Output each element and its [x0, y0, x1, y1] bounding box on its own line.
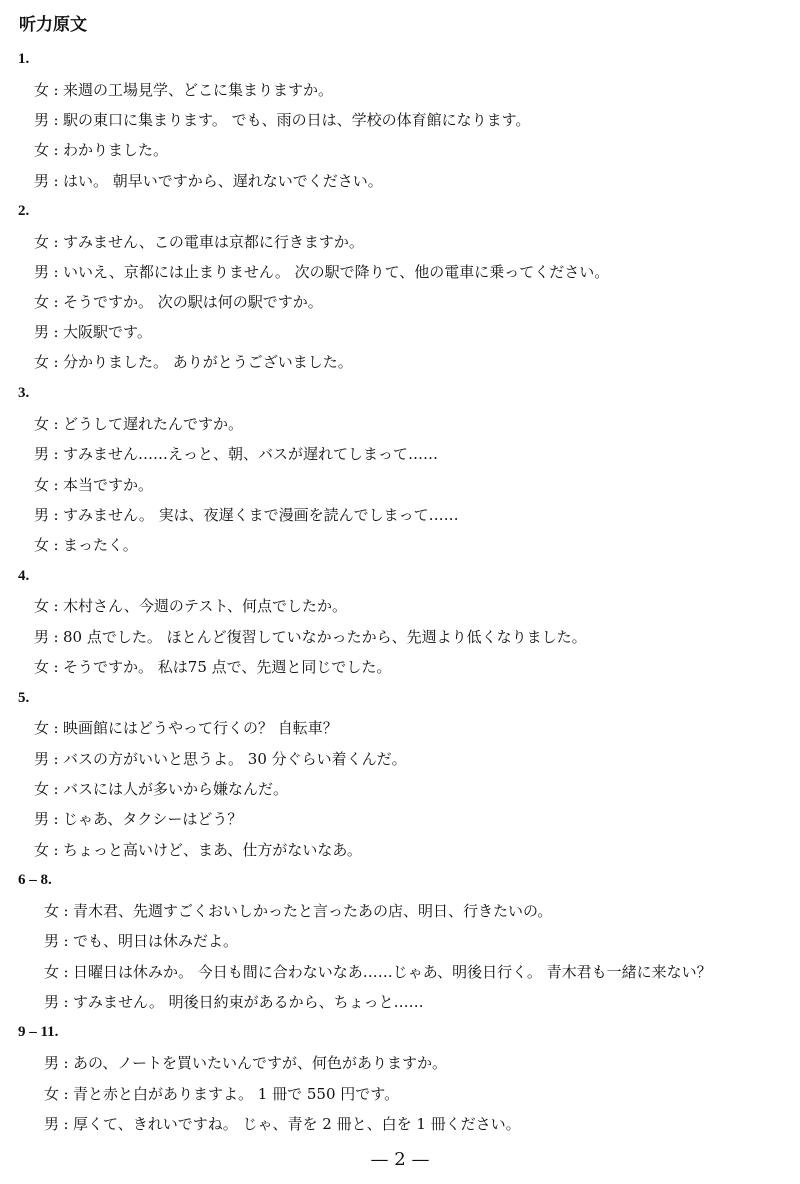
speaker: 男	[34, 628, 50, 646]
utterance: 映画館にはどうやって行くの？ 自転車？	[63, 719, 338, 737]
utterance: 日曜日は休みか。 今日も間に合わないなあ……じゃあ、明後日行く。 青木君も一緒に来ない？	[73, 963, 712, 981]
utterance: 来週の工場見学、どこに集まりますか。	[63, 81, 334, 99]
dialogue-line: 女 : 青と赤と白がありますよ。 1 冊で 550 円です。	[44, 1085, 400, 1103]
utterance: すみません。 実は、夜遅くまで漫画を読んでしまって……	[63, 506, 459, 524]
dialogue-line: 男 : 大阪駅です。	[34, 323, 152, 341]
utterance: わかりました。	[63, 141, 169, 159]
speaker: 男	[34, 445, 50, 463]
speaker: 男	[44, 1054, 60, 1072]
speaker: 女	[34, 719, 50, 737]
dialogue-line: 女 : そうですか。 私は75 点で、先週と同じでした。	[34, 658, 392, 676]
section-number: 1.	[18, 51, 30, 67]
speaker: 男	[34, 172, 50, 190]
dialogue-line: 男 : すみません……えっと、朝、バスが遅れてしまって……	[34, 445, 439, 463]
page-number: — 2 —	[370, 1149, 430, 1170]
speaker: 女	[34, 81, 50, 99]
speaker: 女	[34, 841, 50, 859]
utterance: 本当ですか。	[63, 476, 154, 494]
utterance: いいえ、京都には止まりません。 次の駅で降りて、他の電車に乗ってください。	[63, 263, 610, 281]
dialogue-line: 女 : まったく。	[34, 536, 138, 554]
dialogue-line: 女 : 本当ですか。	[34, 476, 154, 494]
dialogue-line: 女 : ちょっと高いけど、まあ、仕方がないなあ。	[34, 841, 362, 859]
utterance: 80 点でした。 ほとんど復習していなかったから、先週より低くなりました。	[63, 628, 587, 646]
utterance: 木村さん、今週のテスト、何点でしたか。	[63, 597, 347, 615]
section-number: 2.	[18, 203, 30, 219]
speaker: 女	[34, 536, 50, 554]
speaker: 女	[34, 658, 50, 676]
section-number: 3.	[18, 385, 30, 401]
dialogue-line: 女 : わかりました。	[34, 141, 169, 159]
utterance: 厚くて、きれいですね。 じゃ、青を 2 冊と、白を 1 冊ください。	[73, 1115, 521, 1133]
utterance: すみません。 明後日約束があるから、ちょっと……	[73, 993, 424, 1011]
speaker: 男	[34, 323, 50, 341]
section-number: 9 – 11.	[18, 1024, 59, 1040]
dialogue-line: 男 : はい。 朝早いですから、遅れないでください。	[34, 172, 383, 190]
speaker: 男	[34, 111, 50, 129]
speaker: 男	[44, 932, 60, 950]
dialogue-line: 男 : バスの方がいいと思うよ。 30 分ぐらい着くんだ。	[34, 750, 407, 768]
utterance: でも、明日は休みだよ。	[73, 932, 239, 950]
dialogue-line: 男 : 駅の東口に集まります。 でも、雨の日は、学校の体育館になります。	[34, 111, 531, 129]
dialogue-line: 女 : バスには人が多いから嫌なんだ。	[34, 780, 289, 798]
utterance: ちょっと高いけど、まあ、仕方がないなあ。	[63, 841, 362, 859]
dialogue-line: 男 : すみません。 実は、夜遅くまで漫画を読んでしまって……	[34, 506, 459, 524]
speaker: 男	[34, 750, 50, 768]
speaker: 女	[34, 780, 50, 798]
speaker: 女	[34, 597, 50, 615]
section-number: 5.	[18, 690, 30, 706]
utterance: そうですか。 次の駅は何の駅ですか。	[63, 293, 323, 311]
speaker: 男	[44, 993, 60, 1011]
dialogue-line: 男 : いいえ、京都には止まりません。 次の駅で降りて、他の電車に乗ってください。	[34, 263, 610, 281]
dialogue-line: 男 : 80 点でした。 ほとんど復習していなかったから、先週より低くなりました。	[34, 628, 587, 646]
dialogue-line: 女 : そうですか。 次の駅は何の駅ですか。	[34, 293, 323, 311]
utterance: 分かりました。 ありがとうございました。	[63, 353, 353, 371]
dialogue-line: 男 : じゃあ、タクシーはどう？	[34, 810, 243, 828]
section-number: 6 – 8.	[18, 872, 52, 888]
dialogue-line: 女 : 来週の工場見学、どこに集まりますか。	[34, 81, 334, 99]
page-title: 听力原文	[19, 15, 87, 35]
speaker: 女	[44, 963, 60, 981]
dialogue-line: 女 : 映画館にはどうやって行くの？ 自転車？	[34, 719, 338, 737]
utterance: そうですか。 私は75 点で、先週と同じでした。	[63, 658, 392, 676]
dialogue-line: 男 : 厚くて、きれいですね。 じゃ、青を 2 冊と、白を 1 冊ください。	[44, 1115, 521, 1133]
utterance: すみません、この電車は京都に行きますか。	[63, 233, 364, 251]
utterance: 大阪駅です。	[63, 323, 152, 341]
utterance: すみません……えっと、朝、バスが遅れてしまって……	[63, 445, 439, 463]
dialogue-line: 女 : 日曜日は休みか。 今日も間に合わないなあ……じゃあ、明後日行く。 青木君も一緒に来ない？	[44, 963, 712, 981]
dialogue-line: 女 : どうして遅れたんですか。	[34, 415, 244, 433]
speaker: 女	[44, 1085, 60, 1103]
speaker: 女	[34, 476, 50, 494]
speaker: 女	[34, 141, 50, 159]
utterance: まったく。	[63, 536, 138, 554]
speaker: 女	[34, 415, 50, 433]
dialogue-line: 女 : 木村さん、今週のテスト、何点でしたか。	[34, 597, 347, 615]
utterance: 駅の東口に集まります。 でも、雨の日は、学校の体育館になります。	[63, 111, 531, 129]
utterance: バスには人が多いから嫌なんだ。	[63, 780, 289, 798]
speaker: 男	[34, 263, 50, 281]
utterance: じゃあ、タクシーはどう？	[63, 810, 243, 828]
dialogue-line: 男 : でも、明日は休みだよ。	[44, 932, 239, 950]
speaker: 女	[34, 353, 50, 371]
dialogue-line: 男 : あの、ノートを買いたいんですが、何色がありますか。	[44, 1054, 447, 1072]
utterance: 青木君、先週すごくおいしかったと言ったあの店、明日、行きたいの。	[73, 902, 553, 920]
utterance: 青と赤と白がありますよ。 1 冊で 550 円です。	[73, 1085, 400, 1103]
speaker: 女	[34, 293, 50, 311]
utterance: バスの方がいいと思うよ。 30 分ぐらい着くんだ。	[63, 750, 407, 768]
dialogue-line: 女 : すみません、この電車は京都に行きますか。	[34, 233, 364, 251]
speaker: 男	[34, 506, 50, 524]
utterance: あの、ノートを買いたいんですが、何色がありますか。	[73, 1054, 447, 1072]
dialogue-line: 女 : 分かりました。 ありがとうございました。	[34, 353, 353, 371]
dialogue-line: 女 : 青木君、先週すごくおいしかったと言ったあの店、明日、行きたいの。	[44, 902, 553, 920]
section-number: 4.	[18, 568, 30, 584]
utterance: どうして遅れたんですか。	[63, 415, 244, 433]
speaker: 女	[44, 902, 60, 920]
speaker: 男	[34, 810, 50, 828]
dialogue-line: 男 : すみません。 明後日約束があるから、ちょっと……	[44, 993, 424, 1011]
utterance: はい。 朝早いですから、遅れないでください。	[63, 172, 383, 190]
speaker: 男	[44, 1115, 60, 1133]
speaker: 女	[34, 233, 50, 251]
